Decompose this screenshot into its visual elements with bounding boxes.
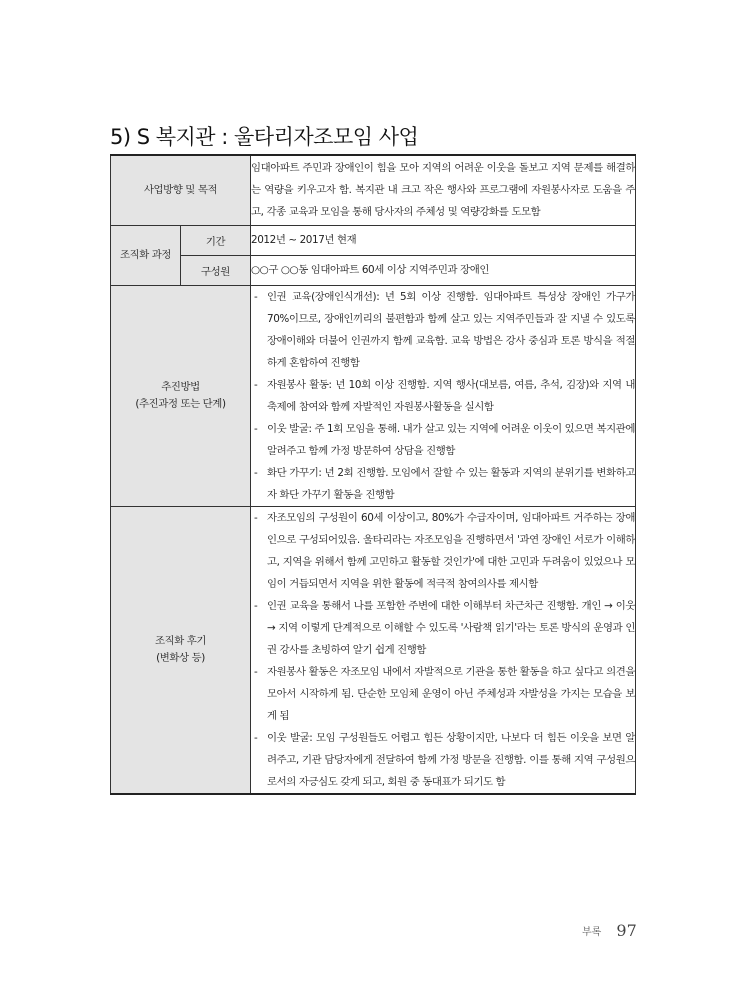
method-item: - 이웃 발굴: 주 1회 모임을 통해. 내가 살고 있는 지역에 어려운 이웃이 있으면 복지관에 알려주고 함께 가정 방문하여 상담을 진행함 [251, 418, 635, 462]
review-item: - 인권 교육을 통해서 나를 포함한 주변에 대한 이해부터 차근차근 진행함. 개인 → 이웃 → 지역 이렇게 단계적으로 이해할 수 있도록 '사람책 읽기'라는 토론 방식의 운영과 인권 강사를 초빙하여 알기 쉽게 진행함 [251, 595, 635, 661]
org-process-label: 조직화 과정 [111, 225, 181, 285]
review-item: - 이웃 발굴: 모임 구성원들도 어렵고 힘든 상황이지만, 나보다 더 힘든 이웃을 보면 알려주고, 기관 담당자에게 전달하여 함께 가정 방문을 진행함. 이를 통해 지역 구성원으로서의 자긍심도 갖게 되고, 회원 중 동대표가 되기도 함 [251, 727, 635, 793]
method-content [251, 285, 636, 506]
review-item: - 자조모임의 구성원이 60세 이상이고, 80%가 수급자이며, 임대아파트 거주하는 장애인으로 구성되어있음. 울타리라는 자조모임을 진행하면서 '과연 장애인 서로가 이해하고, 지역을 위해서 함께 고민하고 활동할 것인가'에 대한 고민과 두려움이 있었으나 모임이 거듭되면서 지역을 위한 활동에 적극적 참여의사를 제시함 [251, 507, 635, 595]
review-row [111, 506, 636, 794]
period-row [111, 225, 636, 255]
period-label: 기간 [181, 225, 251, 255]
program-table [110, 154, 636, 795]
members-label: 구성원 [181, 255, 251, 285]
method-row [111, 285, 636, 506]
purpose-text: 임대아파트 주민과 장애인이 힘을 모아 지역의 어려운 이웃을 돌보고 지역 문제를 해결하는 역량을 키우고자 함. 복지관 내 크고 작은 행사와 프로그램에 자원봉사자로 도움을 주고, 각종 교육과 모임을 통해 당사자의 주체성 및 역량강화를 도모함 [251, 155, 636, 225]
method-item: - 화단 가꾸기: 년 2회 진행함. 모임에서 잘할 수 있는 활동과 지역의 분위기를 변화하고자 화단 가꾸기 활동을 진행함 [251, 462, 635, 506]
footer-section-label: 부록 [582, 927, 602, 938]
members-row [111, 255, 636, 285]
method-item: - 자원봉사 활동: 년 10회 이상 진행함. 지역 행사(대보름, 여름, 추석, 김장)와 지역 내 축제에 참여와 함께 자발적인 자원봉사활동을 실시함 [251, 374, 635, 418]
purpose-label: 사업방향 및 목적 [111, 155, 251, 225]
section-title: 5) S 복지관 : 울타리자조모임 사업 [110, 125, 419, 149]
review-label [111, 506, 251, 794]
method-item: - 인권 교육(장애인식개선): 년 5회 이상 진행함. 임대아파트 특성상 장애인 가구가 70%이므로, 장애인끼리의 불편함과 함께 살고 있는 지역주민들과 잘 지낼 수 있도록 장애이해와 더불어 인권까지 함께 교육함. 교육 방법은 강사 중심과 토론 방식을 적절하게 혼합하여 진행함 [251, 286, 635, 374]
period-value: 2012년 ~ 2017년 현재 [251, 225, 636, 255]
review-content [251, 506, 636, 794]
method-label-line1: 추진방법 [161, 380, 200, 393]
purpose-row [111, 155, 636, 225]
review-label-line1: 조직화 후기 [154, 634, 207, 647]
page-footer [582, 920, 637, 940]
method-label-line2: (추진과정 또는 단계) [135, 397, 226, 410]
members-value: ○○구 ○○동 임대아파트 60세 이상 지역주민과 장애인 [251, 255, 636, 285]
review-item: - 자원봉사 활동은 자조모임 내에서 자발적으로 기관을 통한 활동을 하고 싶다고 의견을 모아서 시작하게 됨. 단순한 모임체 운영이 아닌 주체성과 자발성을 가지는 모습을 보게 됨 [251, 661, 635, 727]
page-number: 97 [616, 921, 637, 940]
method-label [111, 285, 251, 506]
review-label-line2: (변화상 등) [156, 651, 205, 664]
